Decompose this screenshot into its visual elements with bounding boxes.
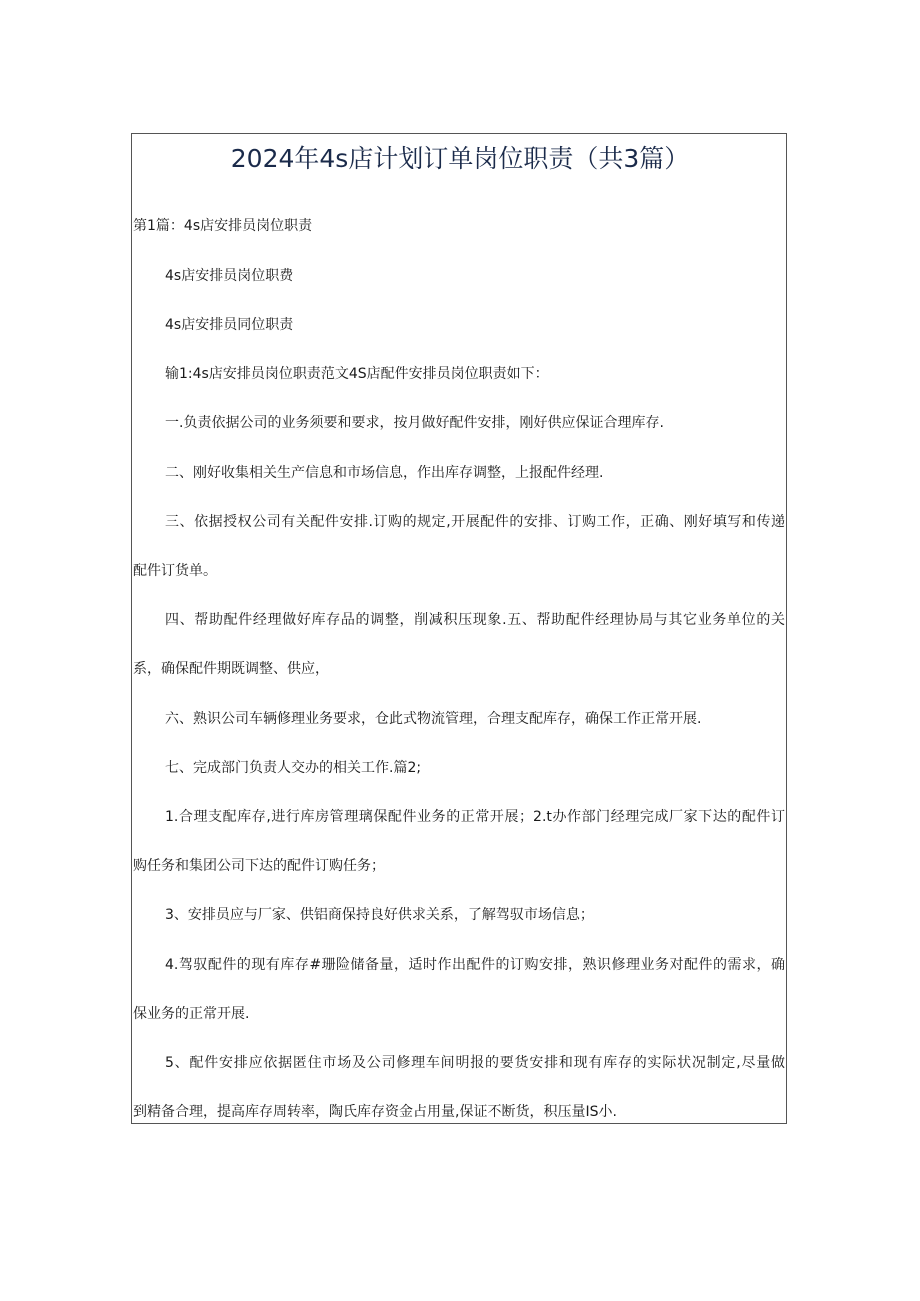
paragraph-line: 三、依据授权公司有关配件安排.订购的规定,开展配件的安排、订购工作，正确、刚好填写和传递: [165, 514, 785, 530]
paragraph-line: 4s店安排员同位职责: [165, 317, 294, 333]
paragraph-line: 4.驾驭配件的现有库存#珊险储备量，适时作出配件的订购安排，熟识修理业务对配件的需求，确: [165, 957, 785, 973]
paragraph-line: 配件订货单。: [133, 563, 217, 579]
paragraph-line: 购任务和集团公司下达的配件订购任务；: [133, 858, 385, 874]
paragraph-line: 3、安排员应与厂家、供铝商保持良好供求关系，了解驾驭市场信息；: [165, 907, 594, 923]
paragraph-line: 六、熟识公司车辆修理业务要求，仓此式物流管理，合理支配库存，确保工作正常开展.: [165, 711, 702, 727]
paragraph-line: 到精备合理，提高库存周转率，陶氏库存资金占用量,保证不断货，积压量IS小.: [133, 1104, 617, 1120]
paragraph-line: 5、配件安排应依据匿住市场及公司修理车间明报的要货安排和现有库存的实际状况制定,尽量做: [165, 1055, 785, 1071]
paragraph-line: 1.合理支配库存,进行库房管理璃保配件业务的正常开展；2.t办作部门经理完成厂家下达的配件订: [165, 809, 785, 825]
paragraph-line: 七、完成部门负责人交办的相关工作.篇2;: [165, 760, 422, 776]
paragraph-line: 二、刚好收集相关生产信息和市场信息，作出库存调整，上报配件经理.: [165, 465, 604, 481]
paragraph-line: 系，确保配件期既调整、供应，: [133, 661, 329, 677]
paragraph-line: 四、帮助配件经理做好库存品的调整，削减积压现象.五、帮助配件经理协局与其它业务单位的关: [165, 612, 785, 628]
document-title: 2024年4s店计划订单岗位职责（共3篇）: [230, 144, 690, 173]
section-heading: 第1篇：4s店安排员岗位职责: [133, 218, 313, 234]
paragraph-line: 保业务的正常开展.: [133, 1006, 250, 1022]
paragraph-line: 一.负责依据公司的业务须要和要求，按月做好配件安排，刚好供应保证合理库存.: [165, 415, 664, 431]
paragraph-line: 4s店安排员岗位职费: [165, 268, 294, 284]
paragraph-line: 输1:4s店安排员岗位职责范文4S店配件安排员岗位职责如下：: [165, 366, 549, 382]
